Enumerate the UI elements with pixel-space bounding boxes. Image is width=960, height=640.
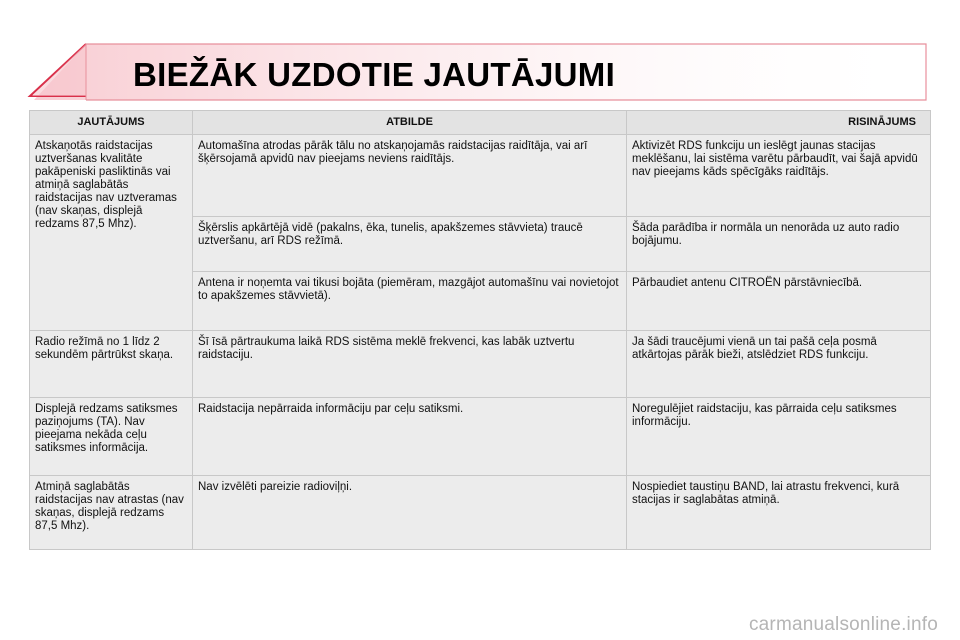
answer-cell: Šķērslis apkārtējā vidē (pakalns, ēka, tunelis, apakšzemes stāvvieta) traucē uztveršanu, arī RDS režīmā.: [193, 217, 627, 272]
table-row: [30, 398, 931, 476]
answer-cell: Antena ir noņemta vai tikusi bojāta (piemēram, mazgājot automašīnu vai novietojot to apakšzemes stāvvietā).: [193, 272, 627, 331]
solution-cell: Aktivizēt RDS funkciju un ieslēgt jaunas stacijas meklēšanu, lai sistēma varētu pārbaudīt, vai šajā apvidū nav pieejams kāds spēcīgāks raidītājs.: [627, 135, 931, 217]
table-row: [30, 135, 931, 217]
solution-cell: Noregulējiet raidstaciju, kas pārraida ceļu satiksmes informāciju.: [627, 398, 931, 476]
solution-cell: Nospiediet taustiņu BAND, lai atrastu frekvenci, kurā stacijas ir saglabātas atmiņā.: [627, 476, 931, 550]
column-header-solution: RISINĀJUMS: [627, 111, 931, 135]
answer-cell: Nav izvēlēti pareizie radioviļņi.: [193, 476, 627, 550]
question-cell: Atskaņotās raidstacijas uztveršanas kvalitāte pakāpeniski pasliktinās vai atmiņā saglabātās raidstacijas nav uztveramas (nav skaņas, displejā redzams 87,5 Mhz).: [30, 135, 193, 331]
table-row: [30, 331, 931, 398]
question-cell: Atmiņā saglabātās raidstacijas nav atrastas (nav skaņas, displejā redzams 87,5 Mhz).: [30, 476, 193, 550]
column-header-answer: ATBILDE: [193, 111, 627, 135]
question-cell: Displejā redzams satiksmes paziņojums (TA). Nav pieejama nekāda ceļu satiksmes informācija.: [30, 398, 193, 476]
watermark-text: carmanualsonline.info: [748, 614, 938, 635]
solution-cell: Pārbaudiet antenu CITROËN pārstāvniecībā.: [627, 272, 931, 331]
solution-cell: Ja šādi traucējumi vienā un tai pašā ceļa posmā atkārtojas pārāk bieži, atslēdziet RDS funkciju.: [627, 331, 931, 398]
faq-table: [29, 110, 931, 550]
page-title: BIEŽĀK UZDOTIE JAUTĀJUMI: [133, 56, 616, 93]
table-row: [30, 476, 931, 550]
solution-cell: Šāda parādība ir normāla un nenorāda uz auto radio bojājumu.: [627, 217, 931, 272]
answer-cell: Automašīna atrodas pārāk tālu no atskaņojamās raidstacijas raidītāja, vai arī šķērsojamā apvidū nav pieejams neviens raidītājs.: [193, 135, 627, 217]
question-cell: Radio režīmā no 1 līdz 2 sekundēm pārtrūkst skaņa.: [30, 331, 193, 398]
answer-cell: Šī īsā pārtraukuma laikā RDS sistēma meklē frekvenci, kas labāk uztvertu raidstaciju.: [193, 331, 627, 398]
column-header-question: JAUTĀJUMS: [30, 111, 193, 135]
answer-cell: Raidstacija nepārraida informāciju par ceļu satiksmi.: [193, 398, 627, 476]
table-header-row: [30, 111, 931, 135]
